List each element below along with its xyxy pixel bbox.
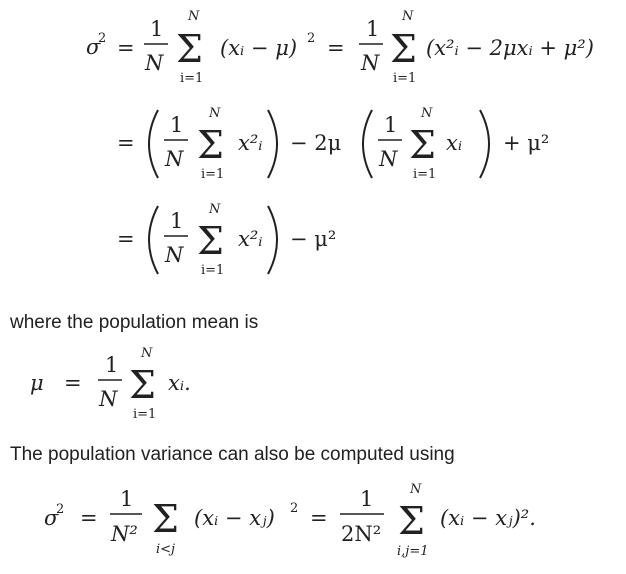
sum-upper-limit-8: N (410, 482, 422, 497)
fraction-denominator-2: N (361, 51, 380, 75)
summation-symbol-5: Σ (197, 219, 224, 263)
equals-sign-6: = (80, 506, 98, 530)
left-paren (149, 110, 158, 178)
summation-symbol-8: Σ (398, 499, 425, 543)
sum-lower-limit-3: i=1 (201, 167, 225, 182)
left-paren-2 (363, 110, 372, 178)
pair-difference-term-2: (xᵢ − xⱼ)². (440, 506, 536, 530)
fraction-numerator: 1 (150, 17, 164, 41)
equals-sign-5: = (64, 371, 82, 395)
sigma-exponent: 2 (98, 31, 107, 46)
fraction-denominator-5: N (165, 243, 184, 267)
fraction-numerator-7: 1 (120, 487, 134, 511)
pair-difference-exponent: 2 (290, 501, 299, 516)
pairwise-variance-equation (44, 482, 536, 559)
sum-lower-limit-4: i=1 (413, 167, 437, 182)
plus-mu-squared: + μ² (503, 131, 550, 155)
fraction-numerator-4: 1 (384, 113, 398, 137)
equals-sign: = (117, 36, 135, 60)
sum-lower-limit-5: i=1 (201, 263, 225, 278)
sum-of-squares-term-2: x²ᵢ (238, 227, 263, 251)
sum-of-squares-term: x²ᵢ (238, 131, 263, 155)
minus-mu-squared: − μ² (290, 227, 337, 251)
fraction-numerator-3: 1 (170, 113, 184, 137)
fraction-numerator-5: 1 (170, 209, 184, 233)
summation-symbol-6: Σ (129, 363, 156, 407)
fraction-denominator: N (145, 51, 164, 75)
summation-symbol-4: Σ (409, 123, 436, 167)
sum-lower-limit-8: i,j=1 (397, 544, 429, 559)
fraction-numerator-2: 1 (366, 17, 380, 41)
sigma-symbol-2: σ (44, 506, 59, 530)
alternative-intro-text: The population variance can also be computed using (10, 444, 455, 465)
sum-upper-limit-4: N (421, 106, 433, 121)
summation-symbol-2: Σ (390, 27, 417, 71)
summation-symbol-3: Σ (197, 123, 224, 167)
minus-two-mu: − 2μ (290, 131, 342, 155)
mean-intro-text: where the population mean is (10, 312, 259, 333)
sum-upper-limit: N (188, 9, 200, 24)
fraction-denominator-3: N (165, 147, 184, 171)
deviation-term: (xᵢ − μ) (220, 36, 298, 60)
variance-definition-equation (86, 9, 594, 86)
mean-sum-term: xᵢ. (168, 371, 191, 395)
sum-lower-limit-2: i=1 (393, 71, 417, 86)
right-paren-2 (480, 110, 489, 178)
fraction-numerator-6: 1 (105, 353, 119, 377)
expanded-variance-equation (117, 106, 549, 182)
expanded-term: (x²ᵢ − 2μxᵢ + μ²) (426, 36, 594, 60)
mu-symbol: μ (30, 371, 44, 395)
population-mean-equation (30, 346, 191, 422)
sum-upper-limit-3: N (209, 106, 221, 121)
sigma-symbol: σ (86, 35, 101, 59)
fraction-denominator-4: N (379, 147, 398, 171)
fraction-denominator-7: N² (111, 522, 138, 546)
sum-lower-limit-7: i<j (156, 542, 176, 557)
fraction-denominator-6: N (99, 387, 118, 411)
left-paren-3 (149, 206, 158, 274)
sum-lower-limit: i=1 (180, 71, 204, 86)
equals-sign-7: = (310, 506, 328, 530)
summation-symbol-7: Σ (152, 497, 179, 541)
simplified-variance-equation (117, 202, 336, 278)
sum-lower-limit-6: i=1 (133, 407, 157, 422)
deviation-exponent: 2 (307, 31, 316, 46)
sigma-exponent-2: 2 (56, 502, 65, 517)
pair-difference-term: (xᵢ − xⱼ) (194, 506, 275, 530)
sum-upper-limit-5: N (209, 202, 221, 217)
right-paren (268, 110, 277, 178)
equals-sign-2: = (327, 36, 345, 60)
sum-term: xᵢ (446, 131, 463, 155)
fraction-numerator-8: 1 (360, 487, 374, 511)
summation-symbol: Σ (176, 27, 203, 71)
equals-sign-3: = (117, 131, 135, 155)
fraction-denominator-8: 2N² (341, 522, 382, 546)
sum-upper-limit-6: N (141, 346, 153, 361)
right-paren-3 (268, 206, 277, 274)
sum-upper-limit-2: N (402, 9, 414, 24)
equals-sign-4: = (117, 227, 135, 251)
